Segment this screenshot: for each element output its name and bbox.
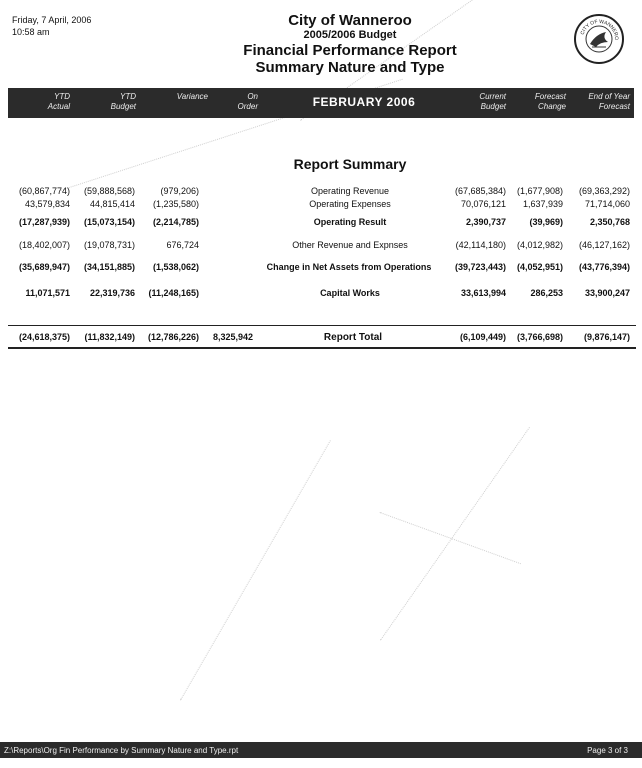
col-ytd-actual: YTD Actual (47, 92, 70, 111)
col-forecast-change: Forecast Change (534, 92, 566, 111)
period-month: FEBRUARY 2006 (312, 95, 416, 109)
background-line (180, 440, 331, 700)
total-top-rule (8, 325, 636, 326)
col-ytd-budget: YTD Budget (110, 92, 136, 111)
logo-text: CITY OF WANNERO (579, 18, 620, 41)
footer-bar (0, 742, 642, 758)
table-row-subtotal: (35,689,947) (34,151,885) (1,538,062) Change in Net Assets from Operations (39,723,443) (4,052,951) (43,776,394) (18, 262, 630, 272)
table-row-subtotal: 11,071,571 22,319,736 (11,248,165) Capital Works 33,613,994 286,253 33,900,247 (25, 288, 630, 298)
total-bottom-rule (8, 347, 636, 349)
background-line (380, 427, 530, 641)
background-line (380, 512, 521, 564)
org-name: City of Wanneroo (288, 12, 412, 29)
column-header-bar (8, 88, 634, 118)
budget-year: 2005/2006 Budget (303, 29, 397, 41)
report-file-path: Z:\Reports\Org Fin Performance by Summary Nature and Type.rpt (4, 746, 239, 755)
report-title: Financial Performance Report (243, 42, 457, 59)
report-subtitle: Summary Nature and Type (255, 59, 445, 76)
page-number: Page 3 of 3 (587, 746, 628, 755)
col-current-budget: Current Budget (479, 92, 506, 111)
print-time: 10:58 am (12, 27, 50, 37)
print-timestamp (12, 14, 91, 38)
city-logo (574, 14, 624, 64)
col-end-of-year: End of Year Forecast (588, 92, 630, 111)
table-row: (60,867,774) (59,888,568) (979,206) Operating Revenue (67,685,384) (1,677,908) (69,363,292) (18, 186, 630, 196)
col-on-order: On Order (237, 92, 258, 111)
table-row: 43,579,834 44,815,414 (1,235,580) Operating Expenses 70,076,121 1,637,939 71,714,060 (24, 199, 630, 209)
report-header (200, 12, 500, 76)
print-date: Friday, 7 April, 2006 (12, 15, 92, 25)
table-row-subtotal: (17,287,939) (15,073,154) (2,214,785) Operating Result 2,390,737 (39,969) 2,350,768 (18, 217, 630, 227)
table-row: (18,402,007) (19,078,731) 676,724 Other Revenue and Expnses (42,114,180) (4,012,982) (46,127,162) (18, 240, 630, 250)
table-row-total: (24,618,375) (11,832,149) (12,786,226) 8,325,942 Report Total (6,109,449) (3,766,698) (9,876,147) (18, 332, 630, 343)
col-variance: Variance (176, 92, 208, 101)
summary-title: Report Summary (293, 156, 407, 172)
